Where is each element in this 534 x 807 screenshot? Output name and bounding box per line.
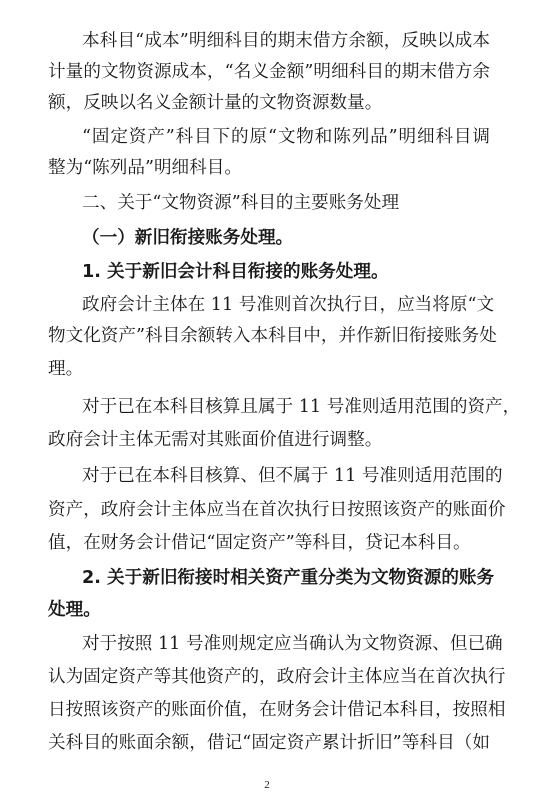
body-text-line: 本科目“成本”明细科目的期末借方余额，反映以成本 bbox=[82, 31, 490, 51]
body-text-line: 政府会计主体在 11 号准则首次执行日，应当将原“文 bbox=[82, 295, 495, 315]
body-text-line: 计量的文物资源成本，“名义金额”明细科目的期末借方余 bbox=[48, 62, 490, 82]
body-text-line: “固定资产”科目下的原“文物和陈列品”明细科目调 bbox=[82, 127, 490, 147]
body-text-line: 额，反映以名义金额计量的文物资源数量。 bbox=[48, 93, 383, 113]
item-heading: 1. 关于新旧会计科目衔接的账务处理。 bbox=[82, 262, 389, 282]
page-number: 2 bbox=[264, 779, 270, 791]
body-text-line: 政府会计主体无需对其账面价值进行调整。 bbox=[48, 430, 383, 450]
item-heading: 处理。 bbox=[48, 600, 101, 620]
body-text-line: 关科目的账面余额，借记“固定资产累计折旧”等科目（如 bbox=[48, 733, 490, 753]
body-text-line: 整为“陈列品”明细科目。 bbox=[48, 158, 242, 178]
body-text-line: 物文化资产”科目余额转入本科目中，并作新旧衔接账务处 bbox=[48, 326, 497, 346]
body-text-line: 日按照该资产的账面价值，在财务会计借记本科目，按照相 bbox=[48, 700, 506, 720]
body-text-line: 值，在财务会计借记“固定资产”等科目，贷记本科目。 bbox=[48, 533, 471, 553]
body-text-line: 对于已在本科目核算且属于 11 号准则适用范围的资产， bbox=[82, 397, 521, 417]
body-text-line: 对于已在本科目核算、但不属于 11 号准则适用范围的 bbox=[82, 466, 503, 486]
body-text-line: 认为固定资产等其他资产的，政府会计主体应当在首次执行 bbox=[48, 667, 506, 687]
body-text-line: 对于按照 11 号准则规定应当确认为文物资源、但已确 bbox=[82, 634, 503, 654]
section-heading: 二、关于“文物资源”科目的主要账务处理 bbox=[82, 193, 400, 213]
item-heading: 2. 关于新旧衔接时相关资产重分类为文物资源的账务 bbox=[82, 568, 495, 588]
body-text-line: 资产，政府会计主体应当在首次执行日按照该资产的账面价 bbox=[48, 500, 506, 520]
subsection-heading: （一）新旧衔接账务处理。 bbox=[82, 228, 294, 248]
body-text-line: 理。 bbox=[48, 359, 84, 379]
